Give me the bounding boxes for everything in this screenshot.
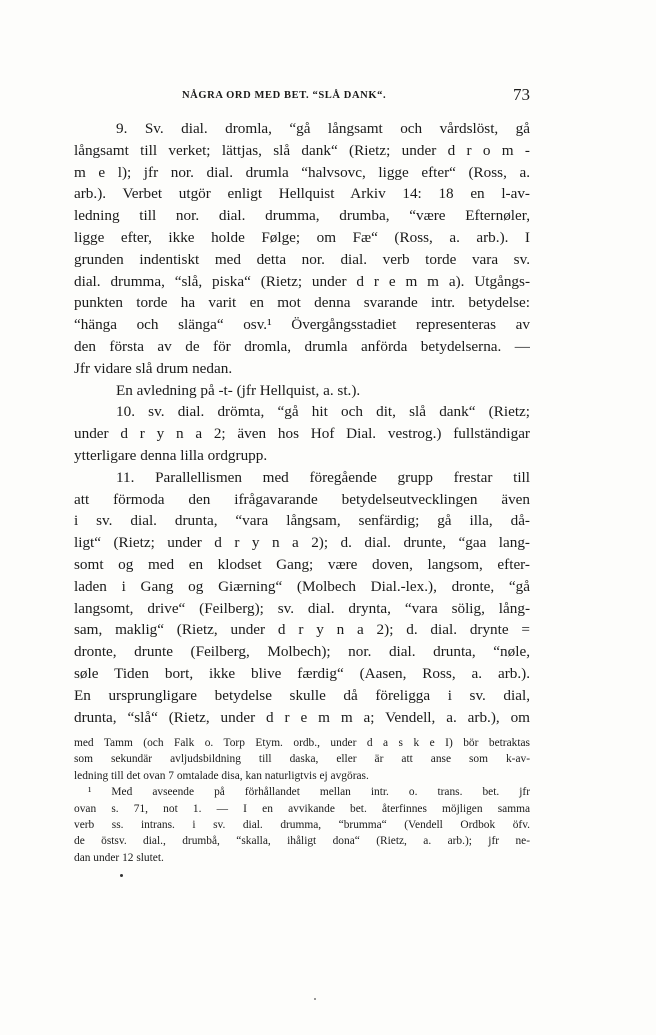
text-line: dial. drumma, “slå, piska“ (Rietz; under d r e m m a). Utgångs-	[74, 272, 530, 290]
text-line: 10. sv. dial. drömta, “gå hit och dit, slå dank“ (Rietz;	[116, 403, 530, 421]
text-line: dronte, drunte (Feilberg, Molbech); nor. dial. drunta, “nøle,	[74, 643, 530, 661]
text-line: drunta, “slå“ (Rietz, under d r e m m a; Vendell, a. arb.), om	[74, 708, 530, 726]
text-line: den första av de för dromla, drumla anförda betydelserna. —	[74, 337, 530, 355]
text-line: m e l); jfr nor. dial. drumla “halvsovc, ligge efter“ (Ross, a.	[74, 163, 530, 181]
text-line: 11. Parallellismen med föregående grupp frestar till	[116, 468, 530, 486]
text-line: ligge efter, ikke holde Følge; om Fæ“ (Ross, a. arb.). I	[74, 228, 530, 246]
text-line: ligt“ (Rietz; under d r y n a 2); d. dial. drunte, “gaa lang-	[74, 534, 530, 552]
text-line: i sv. dial. drunta, “vara långsam, senfärdig; gå illa, då-	[74, 512, 530, 530]
footnote-line: som sekundär avljudsbildning till daska, eller är att anse som k-av-	[74, 753, 530, 766]
text-line: En ursprungligare betydelse skulle då föreligga i sv. dial,	[74, 686, 530, 704]
text-line: langsomt, drive“ (Feilberg); sv. dial. drynta, “vara sölig, lång-	[74, 599, 530, 617]
text-line: “hänga och slänga“ osv.¹ Övergångsstadiet representeras av	[74, 316, 530, 334]
main-text	[74, 118, 530, 728]
footnote-line: verb ss. intrans. i sv. dial. drumma, “brumma“ (Vendell Ordbok öfv.	[74, 818, 530, 831]
running-title: NÅGRA ORD MED BET. “SLÅ DANK“.	[182, 90, 387, 101]
print-speck	[314, 998, 316, 1000]
text-line: søle Tiden bort, ikke blive færdig“ (Aasen, Ross, a. arb.).	[74, 664, 530, 682]
page-number: 73	[513, 85, 530, 104]
text-line: grunden indentiskt med detta nor. dial. verb torde vara sv.	[74, 250, 530, 268]
footnote-line: dan under 12 slutet.	[74, 851, 164, 864]
text-line: ytterligare denna lilla ordgrupp.	[74, 446, 268, 464]
footnote-line: ledning till det ovan 7 omtalade disa, kan naturligtvis ej avgöras.	[74, 769, 369, 782]
text-line: ledning till nor. dial. drumma, drumba, “være Efternøler,	[74, 207, 530, 225]
running-header	[74, 85, 530, 108]
text-line: sam, maklig“ (Rietz, under d r y n a 2); d. dial. drynte =	[74, 621, 530, 639]
text-line: En avledning på -t- (jfr Hellquist, a. st.).	[116, 381, 361, 399]
text-line: Jfr vidare slå drum nedan.	[74, 359, 233, 377]
footnote-line: med Tamm (och Falk o. Torp Etym. ordb., under d a s k e I) bör betraktas	[74, 737, 530, 749]
footnote-line: ovan s. 71, not 1. — I en avvikande bet. återfinnes möjligen samma	[74, 802, 530, 815]
text-line: laden i Gang og Giærning“ (Molbech Dial.-lex.), dronte, “gå	[74, 577, 530, 595]
text-line: punkten torde ha varit en mot denna svarande intr. betydelse:	[74, 294, 530, 312]
text-line: somt og med en klodset Gang; være doven, langsom, efter-	[74, 555, 530, 573]
footnote-line: de östsv. dial., drumbå, “skalla, ihåligt dona“ (Rietz, a. arb.); jfr ne-	[74, 835, 530, 848]
text-line: att förmoda den ifrågavarande betydelseutvecklingen även	[74, 490, 530, 508]
footnote-line: ¹ Med avseende på förhållandet mellan intr. o. trans. bet. jfr	[88, 786, 530, 799]
print-mark	[120, 874, 123, 877]
text-line: arb.). Verbet utgör enligt Hellquist Arkiv 14: 18 en l-av-	[74, 185, 530, 203]
text-line: 9. Sv. dial. dromla, “gå långsamt och vårdslöst, gå	[116, 120, 530, 137]
text-line: under d r y n a 2; även hos Hof Dial. vestrog.) fullständigar	[74, 425, 530, 443]
footnotes	[74, 735, 530, 866]
text-line: långsamt till verket; lättjas, slå dank“ (Rietz; under d r o m -	[74, 141, 530, 159]
